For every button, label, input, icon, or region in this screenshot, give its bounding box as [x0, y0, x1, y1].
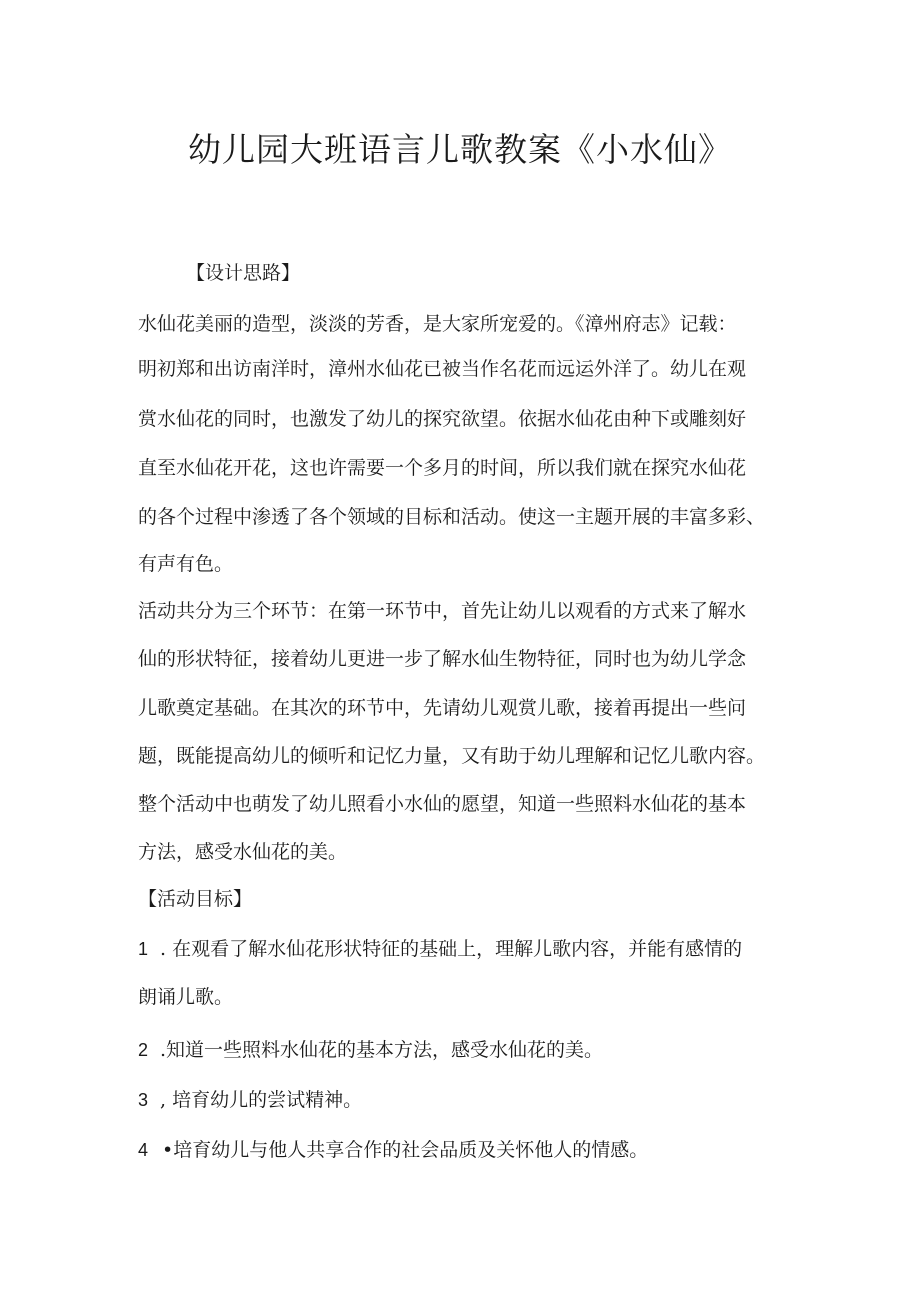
- paragraph-line: 方法，感受水仙花的美。: [138, 841, 348, 863]
- paragraph-line: 直至水仙花开花，这也许需要一个多月的时间，所以我们就在探究水仙花: [138, 457, 747, 479]
- goal-text: •培育幼儿与他人共享合作的社会品质及关怀他人的情感。: [162, 1139, 649, 1161]
- document-title: 幼儿园大班语言儿歌教案《小水仙》: [188, 130, 732, 169]
- paragraph-line: 明初郑和出访南洋时，漳州水仙花已被当作名花而远运外洋了。幼儿在观: [138, 358, 747, 380]
- paragraph-line: 活动共分为三个环节：在第一环节中，首先让幼儿以观看的方式来了解水: [138, 600, 747, 622]
- goal-number: 3: [138, 1090, 149, 1110]
- paragraph-line: 儿歌奠定基础。在其次的环节中，先请幼儿观赏儿歌，接着再提出一些问: [138, 697, 747, 719]
- goal-text-continued: 朗诵儿歌。: [138, 986, 234, 1008]
- paragraph-line: 水仙花美丽的造型，淡淡的芳香，是大家所宠爱的。《漳州府志》记载：: [138, 313, 737, 335]
- paragraph-line: 的各个过程中渗透了各个领域的目标和活动。使这一主题开展的丰富多彩、: [138, 506, 766, 528]
- goal-text: , 培育幼儿的尝试精神。: [160, 1089, 363, 1111]
- goal-text: . 在观看了解水仙花形状特征的基础上，理解儿歌内容，并能有感情的: [160, 938, 743, 960]
- paragraph-line: 整个活动中也萌发了幼儿照看小水仙的愿望，知道一些照料水仙花的基本: [138, 793, 747, 815]
- goal-number: 4: [138, 1140, 149, 1160]
- goal-text: .知道一些照料水仙花的基本方法，感受水仙花的美。: [160, 1039, 604, 1061]
- paragraph-line: 有声有色。: [138, 553, 234, 575]
- goal-number: 2: [138, 1040, 149, 1060]
- goal-number: 1: [138, 939, 149, 959]
- section-heading-goals: 【活动目标】: [138, 888, 253, 910]
- paragraph-line: 赏水仙花的同时，也激发了幼儿的探究欲望。依据水仙花由种下或雕刻好: [138, 408, 747, 430]
- section-heading-design: 【设计思路】: [186, 262, 301, 284]
- paragraph-line: 题，既能提高幼儿的倾听和记忆力量，又有助于幼儿理解和记忆儿歌内容。: [138, 745, 766, 767]
- paragraph-line: 仙的形状特征，接着幼儿更进一步了解水仙生物特征，同时也为幼儿学念: [138, 648, 747, 670]
